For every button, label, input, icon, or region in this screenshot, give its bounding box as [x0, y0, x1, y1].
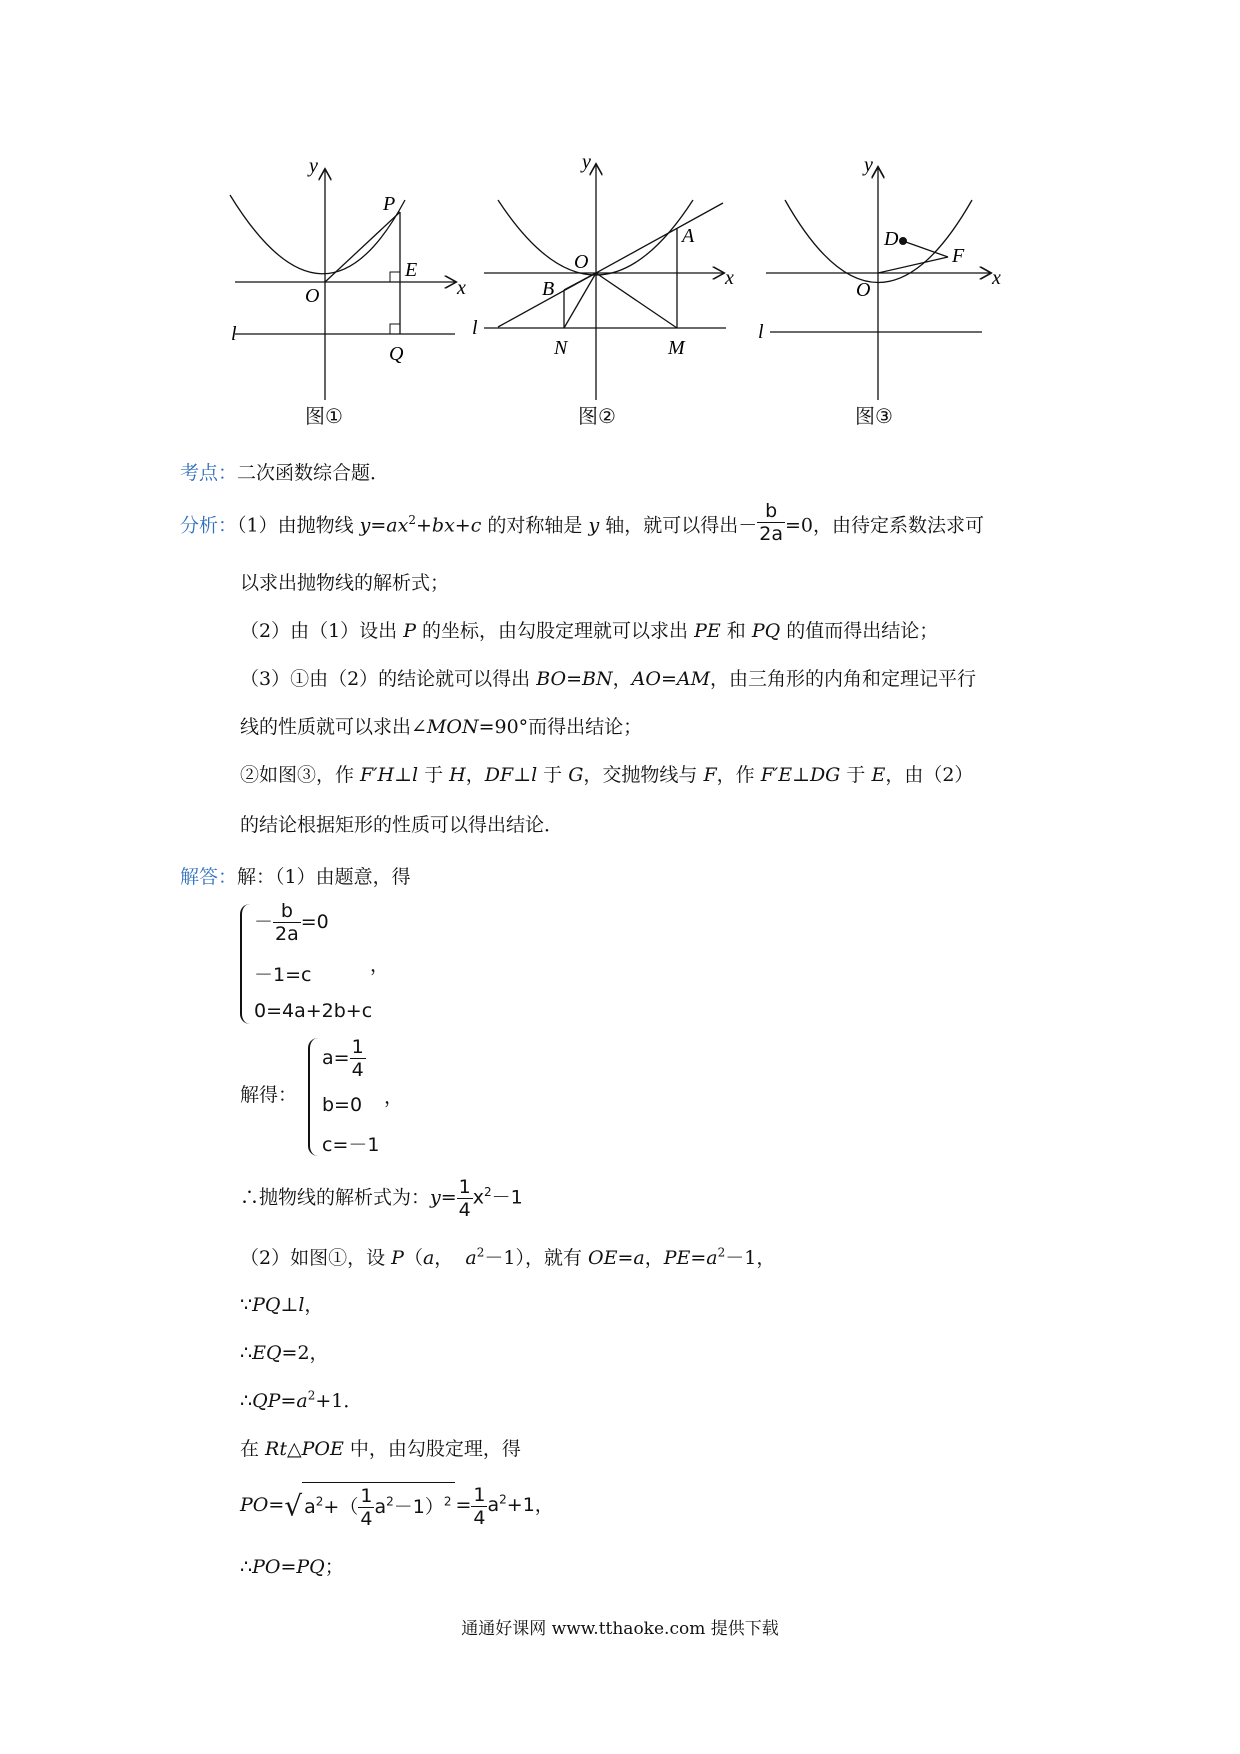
label-e: E	[405, 259, 418, 281]
fenxi-line-4	[240, 664, 976, 691]
variable: l	[298, 1294, 305, 1316]
fenxi-label: 分析：	[180, 514, 238, 537]
text: ，	[465, 764, 485, 786]
variable: MON	[426, 716, 479, 738]
text: a	[304, 1496, 316, 1518]
sqrt-sign: √	[284, 1489, 303, 1523]
denominator: 2a	[275, 923, 299, 945]
brace	[308, 1038, 318, 1156]
text: （1）由抛物线	[237, 514, 360, 537]
text: （2）由（1）设出	[240, 620, 404, 642]
superscript: 2	[315, 1494, 324, 1509]
variable: a	[465, 1247, 477, 1269]
variable: POE	[301, 1438, 344, 1460]
text: 在	[240, 1438, 266, 1460]
text: ，	[644, 1247, 664, 1269]
text: ⊥	[280, 1294, 299, 1316]
text: +（	[323, 1496, 359, 1518]
variable: DF	[484, 764, 514, 786]
figure-1-caption: 图①	[305, 404, 343, 428]
denominator: 2a	[759, 523, 783, 545]
text: 线的性质就可以求出∠	[240, 716, 427, 738]
text: ⊥	[792, 764, 810, 786]
label-y: y	[309, 155, 318, 177]
superscript: 2	[307, 1388, 316, 1403]
equation: AO=AM	[631, 668, 711, 690]
numerator: 1	[458, 1176, 471, 1198]
text: （	[403, 1247, 423, 1269]
figure-1	[231, 155, 475, 420]
text: ②如图③，作	[240, 764, 361, 786]
figure-1-graph	[231, 155, 475, 420]
text: a=	[322, 1047, 350, 1069]
fraction	[350, 1036, 366, 1081]
label-o: O	[856, 279, 871, 301]
superscript: 2	[717, 1245, 726, 1260]
text: ∴	[240, 1556, 253, 1578]
text: +1．	[315, 1390, 363, 1412]
variable: PQ	[252, 1294, 281, 1316]
variable: P	[391, 1247, 404, 1269]
equation: PO=	[240, 1494, 285, 1516]
text: ⊥	[513, 764, 532, 786]
superscript: 2	[484, 1185, 492, 1200]
text: 的对称轴是	[481, 514, 589, 537]
system-row-1	[254, 900, 329, 945]
step-5	[240, 1482, 554, 1530]
text: 于	[840, 764, 872, 786]
label-o: O	[305, 285, 320, 307]
fraction	[757, 500, 785, 545]
text: －1），就有	[484, 1247, 588, 1269]
step-6	[240, 1552, 344, 1579]
numerator: b	[280, 900, 293, 922]
brace	[240, 904, 250, 1024]
jieda-label: 解答：	[180, 866, 238, 888]
segment-op	[325, 212, 400, 282]
variable: P	[403, 620, 417, 642]
label-b: B	[542, 278, 555, 300]
fraction	[471, 1484, 487, 1529]
line-ab	[498, 203, 723, 327]
variable: l	[412, 764, 419, 786]
variable: PE	[694, 620, 721, 642]
equation-system-1	[240, 900, 440, 1030]
label-f: F	[952, 245, 965, 267]
variable: DG	[809, 764, 841, 786]
text: =0	[300, 911, 329, 933]
system-row-3: 0=4a+2b+c	[254, 1000, 373, 1022]
part2-line	[240, 1243, 775, 1270]
figure-3-caption: 图③	[855, 404, 893, 428]
text: －	[254, 911, 274, 933]
text: 解：（1）由题意，得	[237, 866, 411, 888]
figure-3-graph	[758, 154, 1001, 420]
text: ⊥	[394, 764, 412, 786]
variable: Rt	[265, 1438, 287, 1460]
step-3	[240, 1386, 362, 1413]
text: 轴，就可以得出－	[599, 514, 758, 537]
system-row-2: b=0	[322, 1094, 363, 1116]
text: ，由三角形的内角和定理记平行	[710, 668, 977, 690]
page-footer: 通通好课网 www.tthaoke.com 提供下载	[461, 1619, 779, 1639]
text: 的值而得出结论；	[780, 620, 939, 642]
variable: G	[568, 764, 584, 786]
text: （3）①由（2）的结论就可以得出	[240, 668, 537, 690]
text: ∵	[240, 1294, 253, 1316]
variable: EQ	[252, 1342, 282, 1364]
text: －1，	[725, 1247, 776, 1269]
label-l: l	[758, 321, 764, 343]
text: a	[374, 1496, 387, 1518]
text: 的坐标，由勾股定理就可以求出	[416, 620, 695, 642]
label-a: A	[682, 225, 695, 247]
text: ，	[304, 1294, 324, 1316]
superscript: 2	[408, 513, 416, 528]
equation-system-2	[308, 1036, 428, 1160]
text: =0，由待定系数法求可	[784, 514, 984, 537]
variable: F′E	[760, 764, 793, 786]
jiede-label: 解得：	[240, 1084, 298, 1106]
numerator: 1	[360, 1485, 373, 1507]
variable: E	[871, 764, 886, 786]
fenxi-line-2: 以求出抛物线的解析式；	[240, 572, 450, 594]
superscript: 2	[499, 1492, 507, 1507]
text: ，交抛物线与	[583, 764, 704, 786]
denominator: 4	[360, 1508, 373, 1530]
system-row-3: c=－1	[322, 1134, 380, 1156]
label-d: D	[884, 228, 899, 250]
numerator: b	[765, 500, 778, 522]
fenxi-line-7: 的结论根据矩形的性质可以得出结论．	[240, 814, 564, 836]
result-line	[240, 1176, 523, 1221]
denominator: 4	[351, 1059, 364, 1081]
text: x	[472, 1186, 485, 1209]
equation: y=ax	[359, 514, 409, 537]
variable: a	[422, 1247, 435, 1269]
text: －1）	[393, 1496, 444, 1518]
system-row-2: －1=c	[254, 964, 312, 986]
step-1	[240, 1290, 323, 1317]
text: 和	[720, 620, 752, 642]
label-o: O	[574, 251, 589, 273]
equation: OE=a	[588, 1247, 645, 1269]
denominator: 4	[473, 1506, 486, 1529]
equation: +bx+c	[416, 514, 482, 537]
kaodian-label: 考点：	[180, 462, 238, 484]
label-q: Q	[389, 343, 404, 365]
label-x: x	[992, 267, 1001, 289]
text: ；	[324, 1556, 344, 1578]
fenxi-line-5	[240, 712, 642, 739]
fenxi-line-3	[240, 616, 938, 643]
text: ，由（2）	[885, 764, 974, 786]
kaodian-text: 二次函数综合题．	[237, 462, 390, 484]
superscript: 2	[386, 1494, 394, 1509]
label-l: l	[472, 317, 478, 339]
text: =2，	[281, 1342, 329, 1364]
numerator: 1	[473, 1483, 486, 1506]
variable: PQ	[751, 620, 781, 642]
superscript: 2	[476, 1245, 485, 1260]
text: =90°而得出结论；	[478, 716, 643, 738]
text: －1	[491, 1186, 523, 1209]
superscript: 2	[443, 1494, 452, 1509]
fenxi-line-1	[180, 500, 984, 545]
label-y: y	[582, 151, 591, 173]
system-row-1	[322, 1036, 366, 1081]
text: ∴	[240, 1390, 253, 1412]
label-p: P	[383, 193, 396, 215]
fraction	[457, 1176, 473, 1221]
text: =	[455, 1494, 472, 1516]
label-y: y	[864, 154, 873, 176]
equation: BO=BN	[536, 668, 613, 690]
variable: l	[531, 764, 538, 786]
sqrt-radicand	[302, 1482, 455, 1530]
figure-2-graph	[472, 151, 748, 420]
text: a	[487, 1494, 500, 1516]
equation: PO=PQ	[252, 1556, 325, 1578]
variable: y=	[430, 1186, 457, 1209]
text: △	[287, 1438, 302, 1460]
kaodian-line	[180, 458, 389, 485]
system-comma: ，	[370, 954, 390, 976]
equation: QP=a	[252, 1390, 308, 1412]
denominator: 4	[458, 1199, 471, 1221]
text: 中，由勾股定理，得	[343, 1438, 521, 1460]
variable: H	[449, 764, 466, 786]
fraction	[358, 1485, 374, 1530]
text: 于	[537, 764, 569, 786]
label-l: l	[231, 323, 237, 345]
label-x: x	[457, 277, 466, 299]
text: ，	[612, 668, 632, 690]
system-comma: ，	[384, 1086, 404, 1108]
numerator: 1	[351, 1036, 364, 1058]
label-m: M	[668, 337, 685, 359]
figure-2	[472, 151, 748, 420]
text: ∴抛物线的解析式为：	[240, 1186, 431, 1209]
step-2	[240, 1338, 329, 1365]
text: ，作	[716, 764, 761, 786]
variable: F	[703, 764, 717, 786]
step-4	[240, 1434, 521, 1461]
text: （2）如图①，设	[240, 1247, 392, 1269]
variable: y	[588, 514, 600, 537]
text: +1，	[506, 1494, 554, 1516]
text: 于	[418, 764, 450, 786]
figure-3	[758, 154, 1001, 420]
fraction	[273, 900, 301, 945]
text: ∴	[240, 1342, 253, 1364]
fenxi-line-6	[240, 760, 973, 787]
label-x: x	[725, 267, 734, 289]
parabola	[230, 195, 405, 274]
variable: F′H	[360, 764, 395, 786]
label-n: N	[554, 337, 568, 359]
equation: PE=a	[663, 1247, 718, 1269]
figure-2-caption: 图②	[578, 404, 616, 428]
jieda-line-1	[180, 862, 411, 889]
text: ，	[434, 1247, 454, 1269]
